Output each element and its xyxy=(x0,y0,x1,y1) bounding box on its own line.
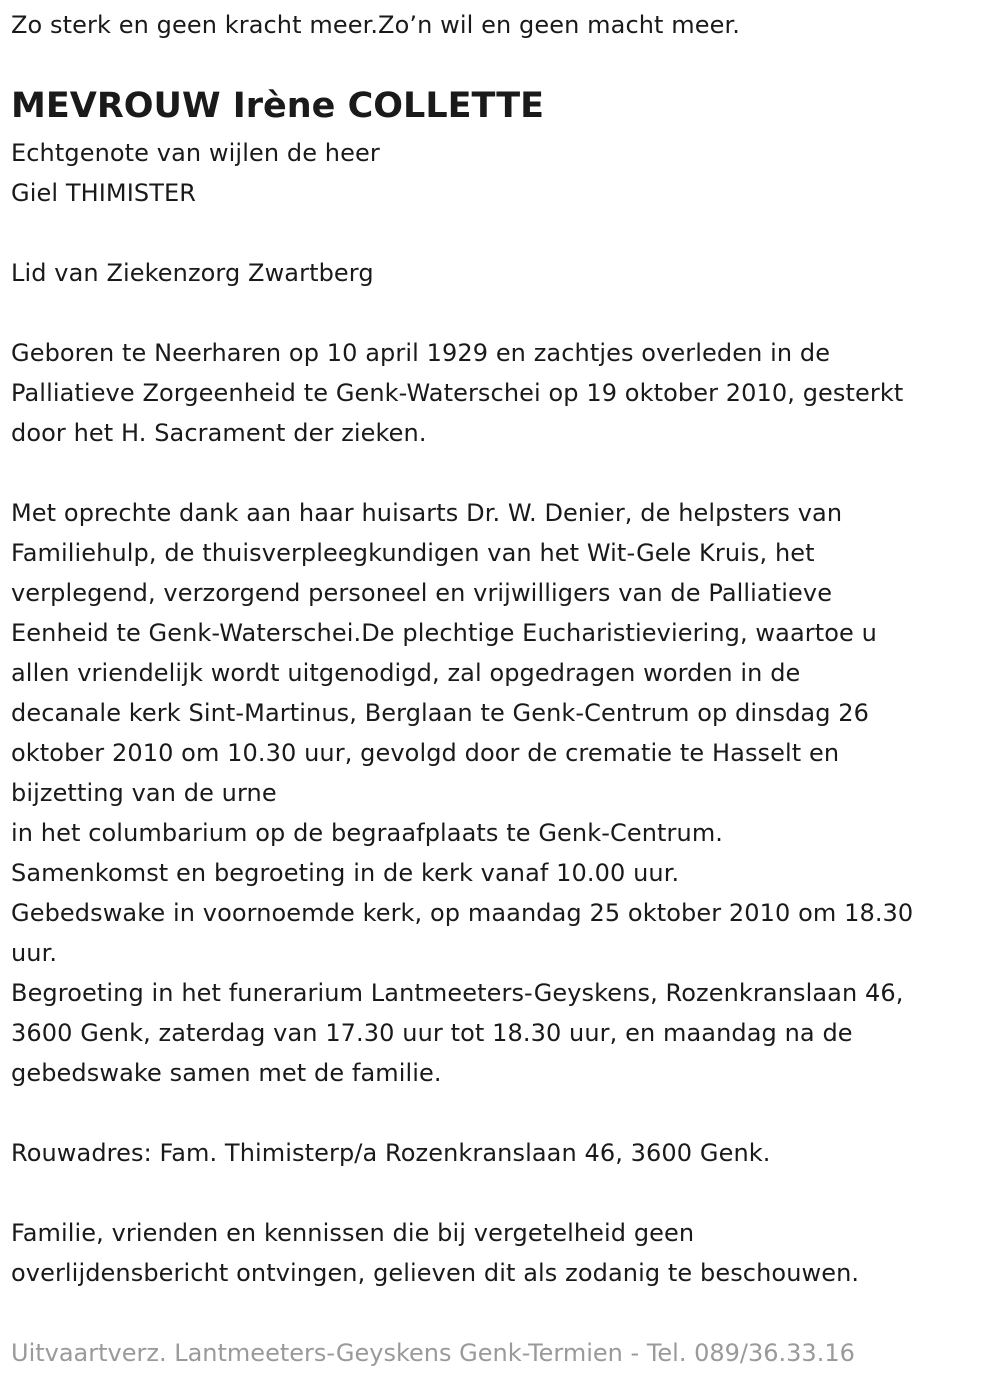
ceremony-line: oktober 2010 om 10.30 uur, gevolgd door de crematie te Hasselt en xyxy=(11,739,840,767)
ceremony-line: verplegend, verzorgend personeel en vrijwilligers van de Palliatieve xyxy=(11,579,833,607)
birth-death-block xyxy=(11,333,903,453)
birth-death-line: Palliatieve Zorgeenheid te Genk-Waterschei op 19 oktober 2010, gesterkt xyxy=(11,379,904,407)
ceremony-line: uur. xyxy=(11,939,58,967)
ceremony-line: allen vriendelijk wordt uitgenodigd, zal opgedragen worden in de xyxy=(11,659,801,687)
ceremony-line: Met oprechte dank aan haar huisarts Dr. W. Denier, de helpsters van xyxy=(11,499,843,527)
ceremony-line: Familiehulp, de thuisverpleegkundigen van het Wit-Gele Kruis, het xyxy=(11,539,815,567)
ceremony-block xyxy=(11,493,913,1093)
funeral-home-footer: Uitvaartverz. Lantmeeters-Geyskens Genk-Termien - Tel. 089/36.33.16 xyxy=(11,1339,855,1367)
motto: Zo sterk en geen kracht meer.Zo’n wil en geen macht meer. xyxy=(11,11,740,39)
membership-block xyxy=(11,253,374,293)
notice-line: overlijdensbericht ontvingen, gelieven dit als zodanig te beschouwen. xyxy=(11,1259,860,1287)
birth-death-line: door het H. Sacrament der zieken. xyxy=(11,419,427,447)
ceremony-line: Gebedswake in voornoemde kerk, op maandag 25 oktober 2010 om 18.30 xyxy=(11,899,914,927)
ceremony-line: decanale kerk Sint-Martinus, Berglaan te Genk-Centrum op dinsdag 26 xyxy=(11,699,870,727)
ceremony-line: gebedswake samen met de familie. xyxy=(11,1059,442,1087)
ceremony-line: Eenheid te Genk-Waterschei.De plechtige Eucharistieviering, waartoe u xyxy=(11,619,877,647)
spouse-line: Giel THIMISTER xyxy=(11,179,197,207)
ceremony-line: in het columbarium op de begraafplaats te Genk-Centrum. xyxy=(11,819,724,847)
membership-line: Lid van Ziekenzorg Zwartberg xyxy=(11,259,374,287)
ceremony-line: Begroeting in het funerarium Lantmeeters-Geyskens, Rozenkranslaan 46, xyxy=(11,979,904,1007)
ceremony-line: bijzetting van de urne xyxy=(11,779,277,807)
mourning-address: Rouwadres: Fam. Thimisterp/a Rozenkranslaan 46, 3600 Genk. xyxy=(11,1139,771,1167)
ceremony-line: Samenkomst en begroeting in de kerk vanaf 10.00 uur. xyxy=(11,859,680,887)
ceremony-line: 3600 Genk, zaterdag van 17.30 uur tot 18.30 uur, en maandag na de xyxy=(11,1019,853,1047)
address-block xyxy=(11,1133,771,1173)
birth-death-line: Geboren te Neerharen op 10 april 1929 en zachtjes overleden in de xyxy=(11,339,831,367)
deceased-name: MEVROUW Irène COLLETTE xyxy=(11,86,545,126)
notice-block xyxy=(11,1213,859,1293)
spouse-line: Echtgenote van wijlen de heer xyxy=(11,139,380,167)
notice-line: Familie, vrienden en kennissen die bij vergetelheid geen xyxy=(11,1219,695,1247)
spouse-block xyxy=(11,133,380,213)
